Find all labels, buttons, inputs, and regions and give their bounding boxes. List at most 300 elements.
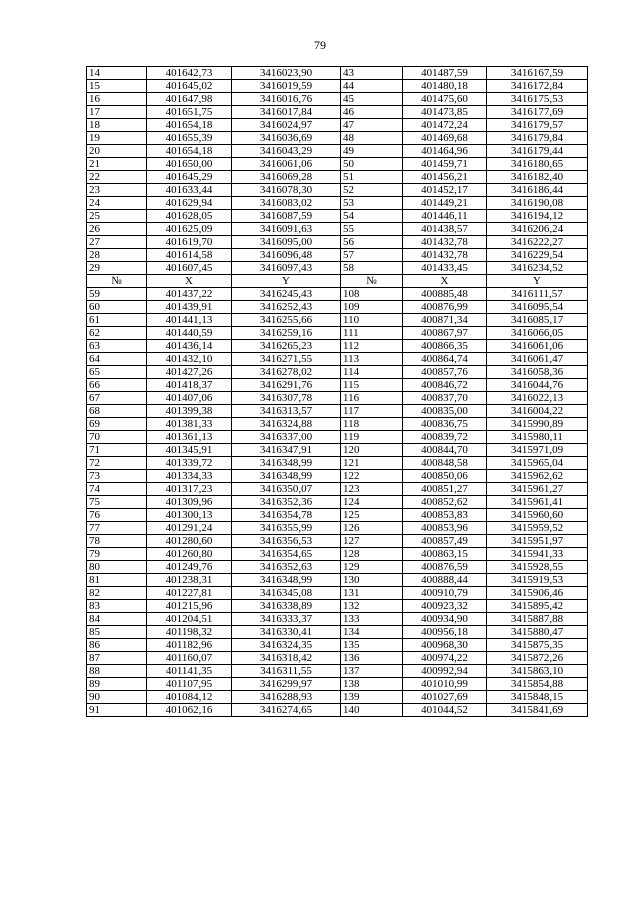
point-number-cell: 119 xyxy=(341,431,403,444)
y-coordinate-cell: 3416175,53 xyxy=(487,93,588,106)
table-row xyxy=(87,327,588,340)
table-row xyxy=(87,366,588,379)
table-row xyxy=(87,665,588,678)
y-coordinate-cell: 3416190,08 xyxy=(487,197,588,210)
x-coordinate-cell: 401628,05 xyxy=(147,210,232,223)
point-number-cell: 79 xyxy=(87,548,147,561)
y-coordinate-cell: 3415895,42 xyxy=(487,600,588,613)
x-coordinate-cell: 401227,81 xyxy=(147,587,232,600)
point-number-cell: 88 xyxy=(87,665,147,678)
y-coordinate-cell: 3416061,47 xyxy=(487,353,588,366)
table-row xyxy=(87,171,588,184)
page-number: 79 xyxy=(314,38,326,52)
x-coordinate-cell: 401446,11 xyxy=(403,210,487,223)
x-coordinate-cell: 401452,17 xyxy=(403,184,487,197)
column-header: Y xyxy=(232,275,341,288)
table-row xyxy=(87,483,588,496)
point-number-cell: 44 xyxy=(341,80,403,93)
y-coordinate-cell: 3415971,09 xyxy=(487,444,588,457)
y-coordinate-cell: 3416058,36 xyxy=(487,366,588,379)
y-coordinate-cell: 3416097,43 xyxy=(232,262,341,275)
x-coordinate-cell: 400876,99 xyxy=(403,301,487,314)
table-row xyxy=(87,418,588,431)
table-row xyxy=(87,236,588,249)
point-number-cell: 135 xyxy=(341,639,403,652)
point-number-cell: 48 xyxy=(341,132,403,145)
y-coordinate-cell: 3416083,02 xyxy=(232,197,341,210)
table-row xyxy=(87,80,588,93)
point-number-cell: 133 xyxy=(341,613,403,626)
y-coordinate-cell: 3416271,55 xyxy=(232,353,341,366)
y-coordinate-cell: 3416318,42 xyxy=(232,652,341,665)
y-coordinate-cell: 3415959,52 xyxy=(487,522,588,535)
y-coordinate-cell: 3416061,06 xyxy=(232,158,341,171)
x-coordinate-cell: 401010,99 xyxy=(403,678,487,691)
x-coordinate-cell: 401260,80 xyxy=(147,548,232,561)
x-coordinate-cell: 401432,10 xyxy=(147,353,232,366)
y-coordinate-cell: 3415962,62 xyxy=(487,470,588,483)
table-row xyxy=(87,704,588,717)
point-number-cell: 75 xyxy=(87,496,147,509)
y-coordinate-cell: 3416307,78 xyxy=(232,392,341,405)
point-number-cell: 14 xyxy=(87,67,147,80)
x-coordinate-cell: 400923,32 xyxy=(403,600,487,613)
x-coordinate-cell: 400968,30 xyxy=(403,639,487,652)
table-row xyxy=(87,210,588,223)
x-coordinate-cell: 401487,59 xyxy=(403,67,487,80)
point-number-cell: 17 xyxy=(87,106,147,119)
point-number-cell: 46 xyxy=(341,106,403,119)
y-coordinate-cell: 3416179,57 xyxy=(487,119,588,132)
column-header: № xyxy=(341,275,403,288)
point-number-cell: 134 xyxy=(341,626,403,639)
x-coordinate-cell: 400871,34 xyxy=(403,314,487,327)
x-coordinate-cell: 400867,97 xyxy=(403,327,487,340)
x-coordinate-cell: 401433,45 xyxy=(403,262,487,275)
x-coordinate-cell: 401300,13 xyxy=(147,509,232,522)
column-header: X xyxy=(403,275,487,288)
x-coordinate-cell: 400910,79 xyxy=(403,587,487,600)
x-coordinate-cell: 401160,07 xyxy=(147,652,232,665)
y-coordinate-cell: 3416324,88 xyxy=(232,418,341,431)
table-row xyxy=(87,67,588,80)
point-number-cell: 49 xyxy=(341,145,403,158)
y-coordinate-cell: 3415919,53 xyxy=(487,574,588,587)
point-number-cell: 137 xyxy=(341,665,403,678)
y-coordinate-cell: 3416096,48 xyxy=(232,249,341,262)
y-coordinate-cell: 3416085,17 xyxy=(487,314,588,327)
table-row xyxy=(87,509,588,522)
y-coordinate-cell: 3415928,55 xyxy=(487,561,588,574)
x-coordinate-cell: 401642,73 xyxy=(147,67,232,80)
point-number-cell: 84 xyxy=(87,613,147,626)
table-row xyxy=(87,626,588,639)
x-coordinate-cell: 401418,37 xyxy=(147,379,232,392)
table-row xyxy=(87,314,588,327)
x-coordinate-cell: 400992,94 xyxy=(403,665,487,678)
x-coordinate-cell: 401440,59 xyxy=(147,327,232,340)
y-coordinate-cell: 3416299,97 xyxy=(232,678,341,691)
coordinates-table-bottom xyxy=(87,288,588,717)
point-number-cell: 127 xyxy=(341,535,403,548)
y-coordinate-cell: 3415880,47 xyxy=(487,626,588,639)
y-coordinate-cell: 3416259,16 xyxy=(232,327,341,340)
point-number-cell: 20 xyxy=(87,145,147,158)
point-number-cell: 115 xyxy=(341,379,403,392)
table-row xyxy=(87,288,588,301)
y-coordinate-cell: 3416016,76 xyxy=(232,93,341,106)
table-row xyxy=(87,158,588,171)
y-coordinate-cell: 3416347,91 xyxy=(232,444,341,457)
table-row xyxy=(87,301,588,314)
point-number-cell: 85 xyxy=(87,626,147,639)
x-coordinate-cell: 401044,52 xyxy=(403,704,487,717)
y-coordinate-cell: 3416078,30 xyxy=(232,184,341,197)
x-coordinate-cell: 401439,91 xyxy=(147,301,232,314)
y-coordinate-cell: 3416255,66 xyxy=(232,314,341,327)
point-number-cell: 21 xyxy=(87,158,147,171)
x-coordinate-cell: 401654,18 xyxy=(147,119,232,132)
point-number-cell: 63 xyxy=(87,340,147,353)
y-coordinate-cell: 3416356,53 xyxy=(232,535,341,548)
x-coordinate-cell: 400844,70 xyxy=(403,444,487,457)
table-row xyxy=(87,431,588,444)
point-number-cell: 122 xyxy=(341,470,403,483)
x-coordinate-cell: 401437,22 xyxy=(147,288,232,301)
point-number-cell: 78 xyxy=(87,535,147,548)
x-coordinate-cell: 401469,68 xyxy=(403,132,487,145)
x-coordinate-cell: 400866,35 xyxy=(403,340,487,353)
x-coordinate-cell: 401280,60 xyxy=(147,535,232,548)
point-number-cell: 60 xyxy=(87,301,147,314)
x-coordinate-cell: 401607,45 xyxy=(147,262,232,275)
x-coordinate-cell: 401645,02 xyxy=(147,80,232,93)
x-coordinate-cell: 401432,78 xyxy=(403,236,487,249)
x-coordinate-cell: 400853,83 xyxy=(403,509,487,522)
x-coordinate-cell: 401625,09 xyxy=(147,223,232,236)
x-coordinate-cell: 401650,00 xyxy=(147,158,232,171)
point-number-cell: 71 xyxy=(87,444,147,457)
point-number-cell: 58 xyxy=(341,262,403,275)
x-coordinate-cell: 401480,18 xyxy=(403,80,487,93)
point-number-cell: 114 xyxy=(341,366,403,379)
x-coordinate-cell: 401473,85 xyxy=(403,106,487,119)
point-number-cell: 16 xyxy=(87,93,147,106)
x-coordinate-cell: 400863,15 xyxy=(403,548,487,561)
point-number-cell: 24 xyxy=(87,197,147,210)
x-coordinate-cell: 401182,96 xyxy=(147,639,232,652)
x-coordinate-cell: 401456,21 xyxy=(403,171,487,184)
table-row xyxy=(87,470,588,483)
y-coordinate-cell: 3415990,89 xyxy=(487,418,588,431)
x-coordinate-cell: 401441,13 xyxy=(147,314,232,327)
y-coordinate-cell: 3416354,78 xyxy=(232,509,341,522)
x-coordinate-cell: 400837,70 xyxy=(403,392,487,405)
x-coordinate-cell: 401464,96 xyxy=(403,145,487,158)
x-coordinate-cell: 401436,14 xyxy=(147,340,232,353)
y-coordinate-cell: 3416222,27 xyxy=(487,236,588,249)
x-coordinate-cell: 401475,60 xyxy=(403,93,487,106)
point-number-cell: 130 xyxy=(341,574,403,587)
y-coordinate-cell: 3416338,89 xyxy=(232,600,341,613)
table-header-row xyxy=(87,275,588,288)
point-number-cell: 108 xyxy=(341,288,403,301)
point-number-cell: 28 xyxy=(87,249,147,262)
point-number-cell: 66 xyxy=(87,379,147,392)
y-coordinate-cell: 3415951,97 xyxy=(487,535,588,548)
x-coordinate-cell: 400851,27 xyxy=(403,483,487,496)
y-coordinate-cell: 3416348,99 xyxy=(232,470,341,483)
point-number-cell: 117 xyxy=(341,405,403,418)
x-coordinate-cell: 401655,39 xyxy=(147,132,232,145)
y-coordinate-cell: 3415863,10 xyxy=(487,665,588,678)
point-number-cell: 129 xyxy=(341,561,403,574)
column-header: № xyxy=(87,275,147,288)
x-coordinate-cell: 401619,70 xyxy=(147,236,232,249)
y-coordinate-cell: 3415848,15 xyxy=(487,691,588,704)
x-coordinate-cell: 400857,76 xyxy=(403,366,487,379)
table-row xyxy=(87,184,588,197)
x-coordinate-cell: 401339,72 xyxy=(147,457,232,470)
point-number-cell: 82 xyxy=(87,587,147,600)
point-number-cell: 136 xyxy=(341,652,403,665)
y-coordinate-cell: 3416179,44 xyxy=(487,145,588,158)
y-coordinate-cell: 3415872,26 xyxy=(487,652,588,665)
point-number-cell: 18 xyxy=(87,119,147,132)
table-row xyxy=(87,639,588,652)
point-number-cell: 69 xyxy=(87,418,147,431)
y-coordinate-cell: 3416355,99 xyxy=(232,522,341,535)
x-coordinate-cell: 400839,72 xyxy=(403,431,487,444)
table-row xyxy=(87,223,588,236)
point-number-cell: 73 xyxy=(87,470,147,483)
x-coordinate-cell: 401381,33 xyxy=(147,418,232,431)
coordinates-table-top xyxy=(87,67,588,275)
x-coordinate-cell: 401334,33 xyxy=(147,470,232,483)
table-row xyxy=(87,340,588,353)
y-coordinate-cell: 3416337,00 xyxy=(232,431,341,444)
x-coordinate-cell: 400885,48 xyxy=(403,288,487,301)
x-coordinate-cell: 401399,38 xyxy=(147,405,232,418)
x-coordinate-cell: 401215,96 xyxy=(147,600,232,613)
point-number-cell: 51 xyxy=(341,171,403,184)
y-coordinate-cell: 3415960,60 xyxy=(487,509,588,522)
point-number-cell: 76 xyxy=(87,509,147,522)
point-number-cell: 19 xyxy=(87,132,147,145)
table-row xyxy=(87,392,588,405)
y-coordinate-cell: 3416044,76 xyxy=(487,379,588,392)
column-header: X xyxy=(147,275,232,288)
x-coordinate-cell: 401472,24 xyxy=(403,119,487,132)
x-coordinate-cell: 401309,96 xyxy=(147,496,232,509)
point-number-cell: 27 xyxy=(87,236,147,249)
x-coordinate-cell: 401084,12 xyxy=(147,691,232,704)
x-coordinate-cell: 401459,71 xyxy=(403,158,487,171)
point-number-cell: 87 xyxy=(87,652,147,665)
column-header: Y xyxy=(487,275,588,288)
x-coordinate-cell: 401438,57 xyxy=(403,223,487,236)
table-row xyxy=(87,457,588,470)
x-coordinate-cell: 400956,18 xyxy=(403,626,487,639)
point-number-cell: 81 xyxy=(87,574,147,587)
point-number-cell: 86 xyxy=(87,639,147,652)
y-coordinate-cell: 3416017,84 xyxy=(232,106,341,119)
y-coordinate-cell: 3416348,99 xyxy=(232,457,341,470)
y-coordinate-cell: 3416095,00 xyxy=(232,236,341,249)
y-coordinate-cell: 3416111,57 xyxy=(487,288,588,301)
table-row xyxy=(87,678,588,691)
x-coordinate-cell: 400835,00 xyxy=(403,405,487,418)
table-row xyxy=(87,197,588,210)
x-coordinate-cell: 401345,91 xyxy=(147,444,232,457)
point-number-cell: 118 xyxy=(341,418,403,431)
point-number-cell: 128 xyxy=(341,548,403,561)
x-coordinate-cell: 401204,51 xyxy=(147,613,232,626)
y-coordinate-cell: 3416245,43 xyxy=(232,288,341,301)
table-row xyxy=(87,587,588,600)
point-number-cell: 56 xyxy=(341,236,403,249)
point-number-cell: 67 xyxy=(87,392,147,405)
y-coordinate-cell: 3416172,84 xyxy=(487,80,588,93)
point-number-cell: 62 xyxy=(87,327,147,340)
point-number-cell: 25 xyxy=(87,210,147,223)
y-coordinate-cell: 3415965,04 xyxy=(487,457,588,470)
y-coordinate-cell: 3416024,97 xyxy=(232,119,341,132)
coordinates-table-header xyxy=(87,275,588,288)
y-coordinate-cell: 3415841,69 xyxy=(487,704,588,717)
y-coordinate-cell: 3416180,65 xyxy=(487,158,588,171)
point-number-cell: 132 xyxy=(341,600,403,613)
point-number-cell: 80 xyxy=(87,561,147,574)
x-coordinate-cell: 400836,75 xyxy=(403,418,487,431)
table-row xyxy=(87,132,588,145)
point-number-cell: 110 xyxy=(341,314,403,327)
y-coordinate-cell: 3415875,35 xyxy=(487,639,588,652)
table-row xyxy=(87,119,588,132)
table-row xyxy=(87,613,588,626)
point-number-cell: 91 xyxy=(87,704,147,717)
y-coordinate-cell: 3416278,02 xyxy=(232,366,341,379)
y-coordinate-cell: 3416345,08 xyxy=(232,587,341,600)
point-number-cell: 55 xyxy=(341,223,403,236)
table-row xyxy=(87,145,588,158)
y-coordinate-cell: 3416004,22 xyxy=(487,405,588,418)
table-row xyxy=(87,106,588,119)
point-number-cell: 109 xyxy=(341,301,403,314)
point-number-cell: 131 xyxy=(341,587,403,600)
x-coordinate-cell: 401427,26 xyxy=(147,366,232,379)
y-coordinate-cell: 3416229,54 xyxy=(487,249,588,262)
point-number-cell: 22 xyxy=(87,171,147,184)
point-number-cell: 53 xyxy=(341,197,403,210)
x-coordinate-cell: 400853,96 xyxy=(403,522,487,535)
table-row xyxy=(87,574,588,587)
point-number-cell: 125 xyxy=(341,509,403,522)
point-number-cell: 50 xyxy=(341,158,403,171)
x-coordinate-cell: 401633,44 xyxy=(147,184,232,197)
table-row xyxy=(87,600,588,613)
point-number-cell: 113 xyxy=(341,353,403,366)
x-coordinate-cell: 401645,29 xyxy=(147,171,232,184)
x-coordinate-cell: 401651,75 xyxy=(147,106,232,119)
point-number-cell: 123 xyxy=(341,483,403,496)
y-coordinate-cell: 3416095,54 xyxy=(487,301,588,314)
point-number-cell: 65 xyxy=(87,366,147,379)
point-number-cell: 74 xyxy=(87,483,147,496)
y-coordinate-cell: 3416313,57 xyxy=(232,405,341,418)
y-coordinate-cell: 3416023,90 xyxy=(232,67,341,80)
y-coordinate-cell: 3416288,93 xyxy=(232,691,341,704)
point-number-cell: 72 xyxy=(87,457,147,470)
x-coordinate-cell: 400864,74 xyxy=(403,353,487,366)
point-number-cell: 45 xyxy=(341,93,403,106)
point-number-cell: 140 xyxy=(341,704,403,717)
y-coordinate-cell: 3416194,12 xyxy=(487,210,588,223)
x-coordinate-cell: 400848,58 xyxy=(403,457,487,470)
y-coordinate-cell: 3416234,52 xyxy=(487,262,588,275)
point-number-cell: 121 xyxy=(341,457,403,470)
point-number-cell: 70 xyxy=(87,431,147,444)
y-coordinate-cell: 3416182,40 xyxy=(487,171,588,184)
y-coordinate-cell: 3416354,65 xyxy=(232,548,341,561)
y-coordinate-cell: 3416087,59 xyxy=(232,210,341,223)
point-number-cell: 116 xyxy=(341,392,403,405)
point-number-cell: 61 xyxy=(87,314,147,327)
table-row xyxy=(87,353,588,366)
y-coordinate-cell: 3416291,76 xyxy=(232,379,341,392)
y-coordinate-cell: 3415854,88 xyxy=(487,678,588,691)
x-coordinate-cell: 401449,21 xyxy=(403,197,487,210)
y-coordinate-cell: 3416324,35 xyxy=(232,639,341,652)
x-coordinate-cell: 400846,72 xyxy=(403,379,487,392)
x-coordinate-cell: 401361,13 xyxy=(147,431,232,444)
y-coordinate-cell: 3416274,65 xyxy=(232,704,341,717)
y-coordinate-cell: 3415906,46 xyxy=(487,587,588,600)
coordinates-table xyxy=(86,66,588,717)
point-number-cell: 126 xyxy=(341,522,403,535)
y-coordinate-cell: 3416019,59 xyxy=(232,80,341,93)
y-coordinate-cell: 3416348,99 xyxy=(232,574,341,587)
point-number-cell: 111 xyxy=(341,327,403,340)
x-coordinate-cell: 401654,18 xyxy=(147,145,232,158)
x-coordinate-cell: 401407,06 xyxy=(147,392,232,405)
table-row xyxy=(87,522,588,535)
x-coordinate-cell: 401062,16 xyxy=(147,704,232,717)
x-coordinate-cell: 400852,62 xyxy=(403,496,487,509)
y-coordinate-cell: 3415941,33 xyxy=(487,548,588,561)
y-coordinate-cell: 3416206,24 xyxy=(487,223,588,236)
point-number-cell: 138 xyxy=(341,678,403,691)
x-coordinate-cell: 401614,58 xyxy=(147,249,232,262)
x-coordinate-cell: 400850,06 xyxy=(403,470,487,483)
point-number-cell: 120 xyxy=(341,444,403,457)
y-coordinate-cell: 3416036,69 xyxy=(232,132,341,145)
point-number-cell: 52 xyxy=(341,184,403,197)
table-row xyxy=(87,561,588,574)
y-coordinate-cell: 3416265,23 xyxy=(232,340,341,353)
x-coordinate-cell: 400857,49 xyxy=(403,535,487,548)
point-number-cell: 64 xyxy=(87,353,147,366)
x-coordinate-cell: 401629,94 xyxy=(147,197,232,210)
table-row xyxy=(87,405,588,418)
x-coordinate-cell: 401432,78 xyxy=(403,249,487,262)
point-number-cell: 77 xyxy=(87,522,147,535)
y-coordinate-cell: 3416061,06 xyxy=(487,340,588,353)
y-coordinate-cell: 3416167,59 xyxy=(487,67,588,80)
y-coordinate-cell: 3416091,63 xyxy=(232,223,341,236)
point-number-cell: 89 xyxy=(87,678,147,691)
y-coordinate-cell: 3416179,84 xyxy=(487,132,588,145)
